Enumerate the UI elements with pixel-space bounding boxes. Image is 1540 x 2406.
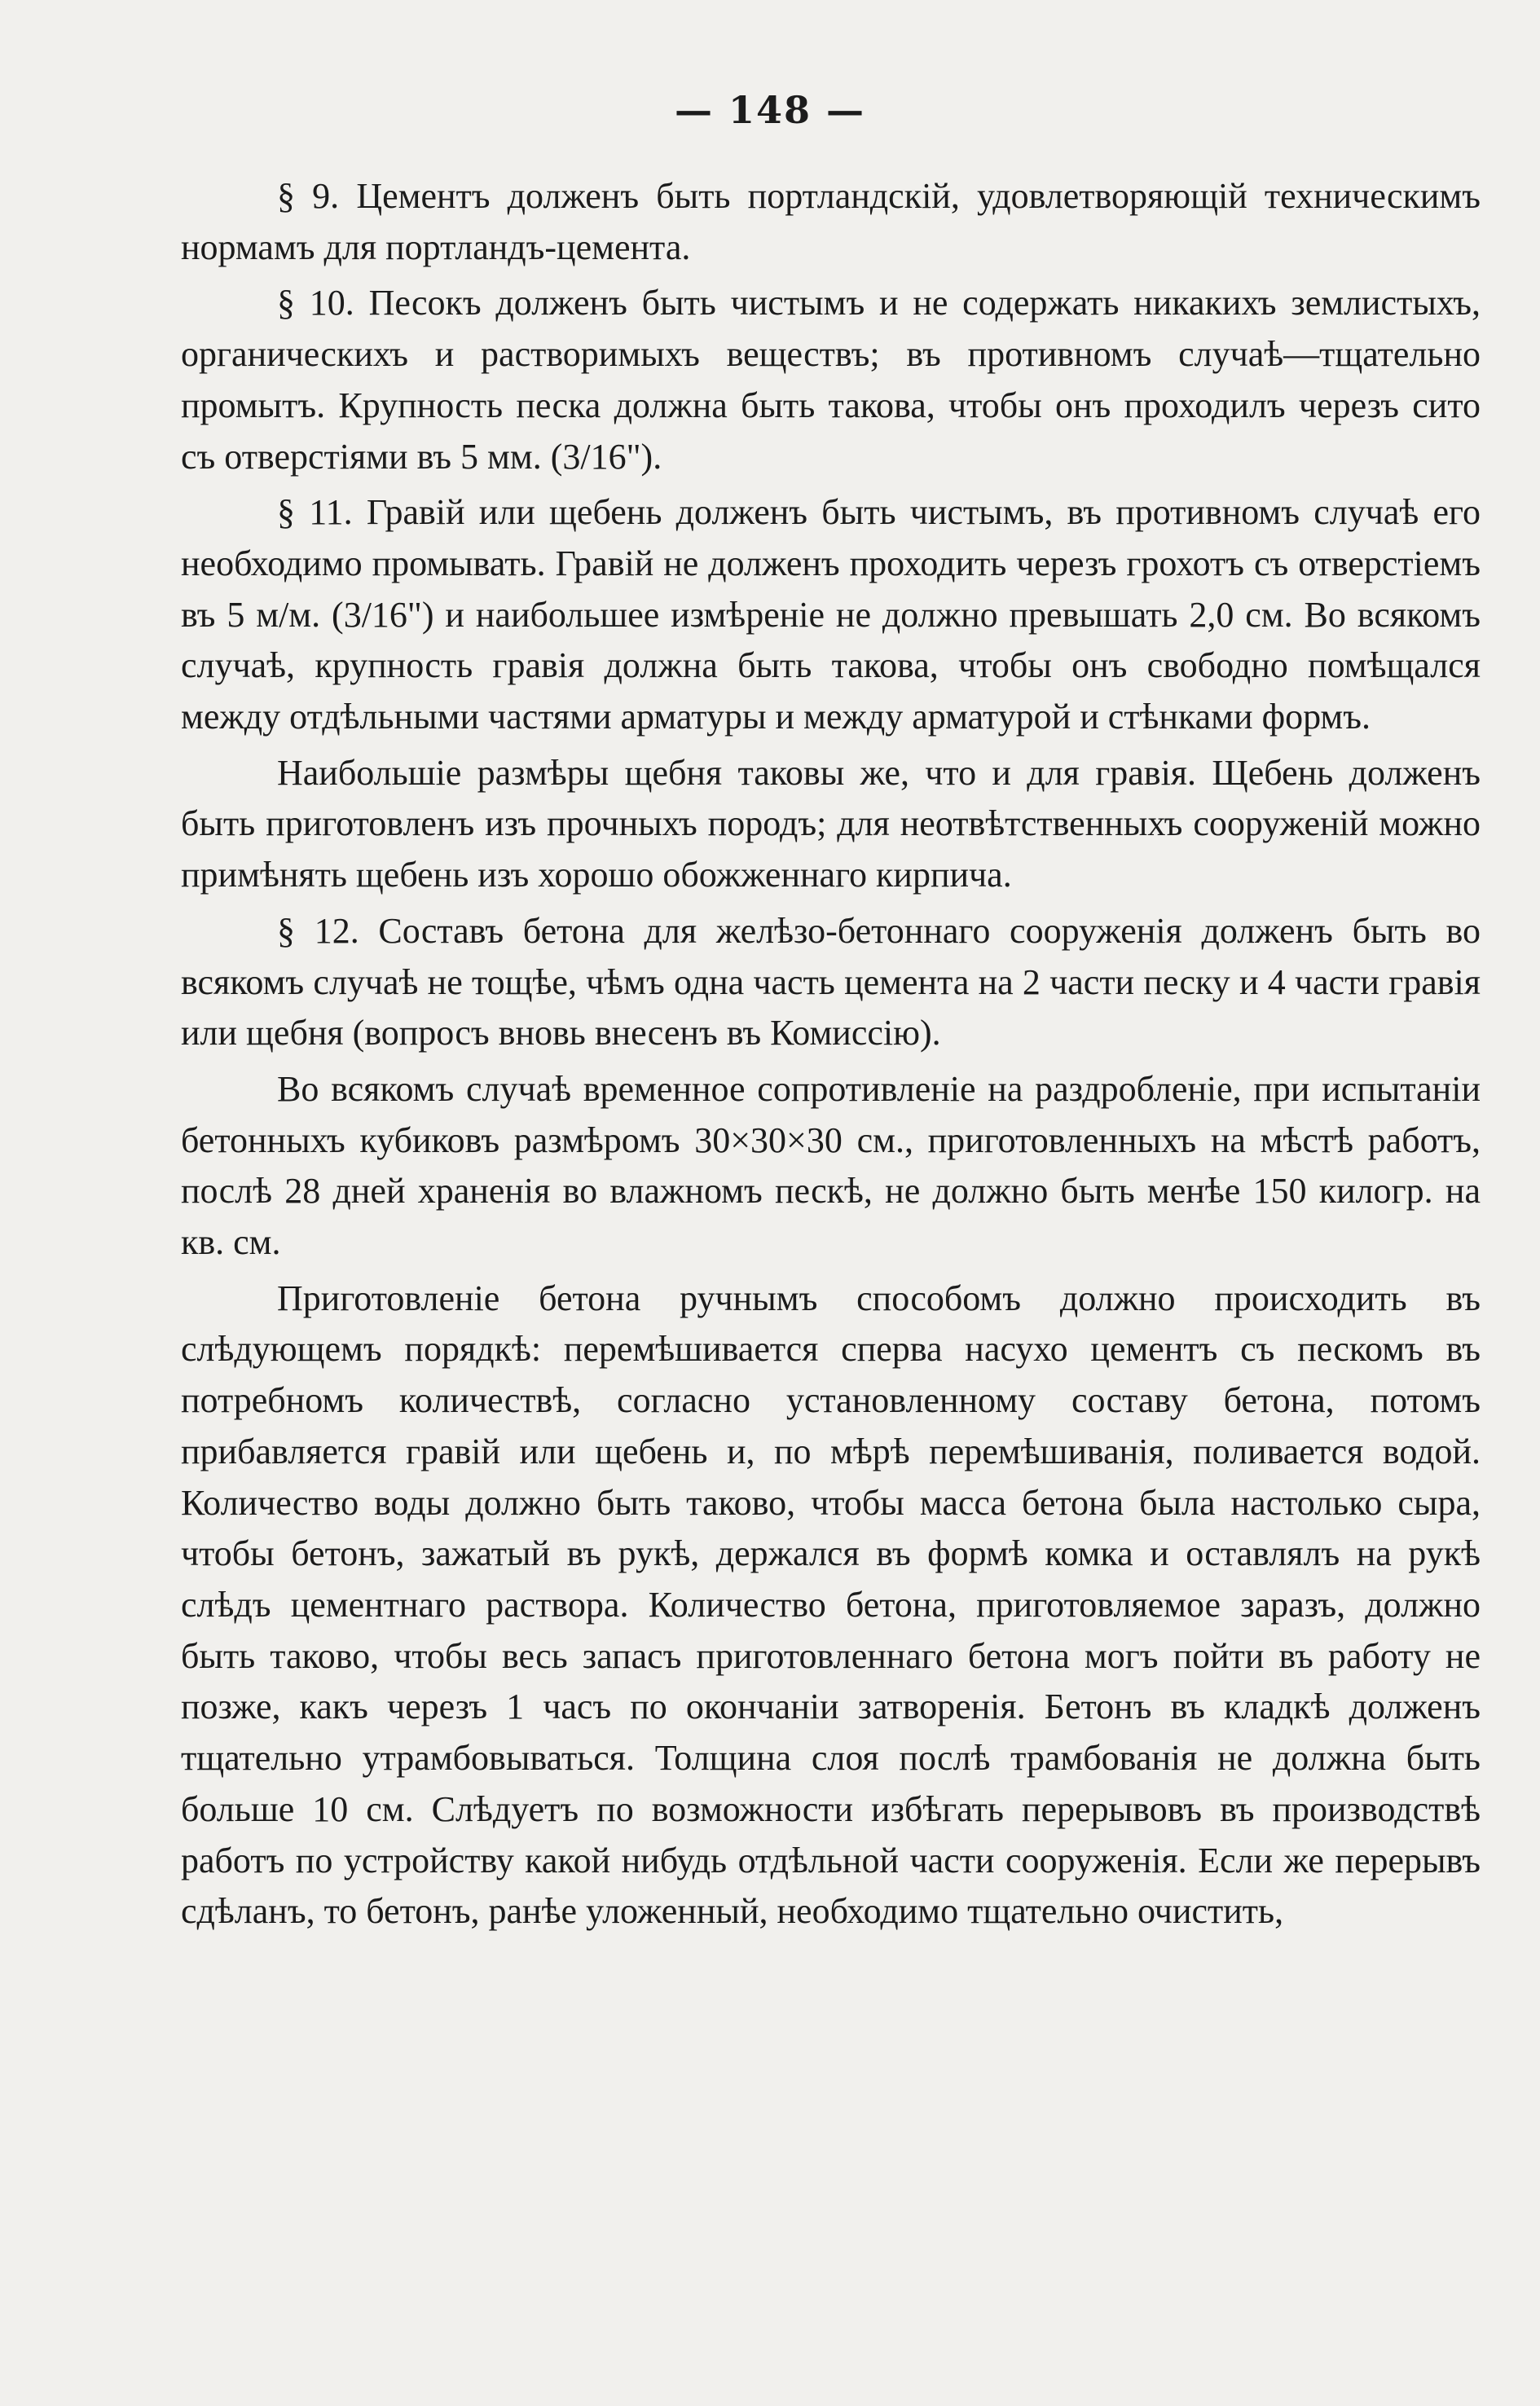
paragraph-section-12: § 12. Составъ бетона для желѣзо-бетоннаго сооруженія долженъ быть во всякомъ случаѣ не тощѣе, чѣмъ одна часть цемента на 2 части песку и 4 части гравія или щебня (вопросъ вновь внесенъ въ Комиссію). xyxy=(181,910,1481,1053)
document-body xyxy=(181,171,1481,1938)
paragraph-section-11: § 11. Гравій или щебень долженъ быть чистымъ, въ противномъ случаѣ его необходимо промывать. Гравій не долженъ проходить черезъ грохотъ съ отверстіемъ въ 5 м/м. (3/16") и наибольшее измѣреніе не должно превышать 2,0 см. Во всякомъ случаѣ, крупность гравія должна быть такова, чтобы онъ свободно помѣщался между отдѣльными частями арматуры и между арматурой и стѣнками формъ. xyxy=(181,492,1481,737)
paragraph-concrete-preparation: Приготовленіе бетона ручнымъ способомъ должно происходить въ слѣдующемъ порядкѣ: перемѣшивается сперва насухо цементъ съ пескомъ въ потребномъ количествѣ, согласно установленному составу бетона, потомъ прибавляется гравій или щебень и, по мѣрѣ перемѣшиванія, поливается водой. Количество воды должно быть таково, чтобы масса бетона была настолько сыра, чтобы бетонъ, зажатый въ рукѣ, держался въ формѣ комка и оставлялъ на рукѣ слѣдъ цементнаго раствора. Количество бетона, приготовляемое заразъ, должно быть таково, чтобы весь запасъ приготовленнаго бетона могъ пойти въ работу не позже, какъ черезъ 1 часъ по окончаніи затворенія. Бетонъ въ кладкѣ долженъ тщательно утрамбовываться. Толщина слоя послѣ трамбованія не должна быть больше 10 см. Слѣдуетъ по возможности избѣгать перерывовъ въ производствѣ работъ по устройству какой нибудь отдѣльной части сооруженія. Если же перерывъ сдѣланъ, то бетонъ, ранѣе уложенный, необходимо тщательно очистить, xyxy=(181,1278,1481,1932)
paragraph-crushed-stone-size: Наибольшіе размѣры щебня таковы же, что и для гравія. Щебень долженъ быть приготовленъ изъ прочныхъ породъ; для неотвѣтственныхъ сооруженій можно примѣнять щебень изъ хорошо обожженнаго кирпича. xyxy=(181,752,1481,895)
paragraph-section-10: § 10. Песокъ долженъ быть чистымъ и не содержать никакихъ землистыхъ, органическихъ и растворимыхъ веществъ; въ противномъ случаѣ—тщательно промытъ. Крупность песка должна быть такова, чтобы онъ проходилъ черезъ сито съ отверстіями въ 5 мм. (3/16"). xyxy=(181,283,1481,477)
page-number: — 148 — xyxy=(674,88,866,132)
paragraph-compressive-strength: Во всякомъ случаѣ временное сопротивленіе на раздробленіе, при испытаніи бетонныхъ кубиковъ размѣромъ 30×30×30 см., приготовленныхъ на мѣстѣ работъ, послѣ 28 дней храненія во влажномъ пескѣ, не должно быть менѣе 150 килогр. на кв. см. xyxy=(181,1068,1481,1263)
paragraph-section-9: § 9. Цементъ долженъ быть портландскій, удовлетворяющій техническимъ нормамъ для портландъ-цемента. xyxy=(181,176,1481,267)
